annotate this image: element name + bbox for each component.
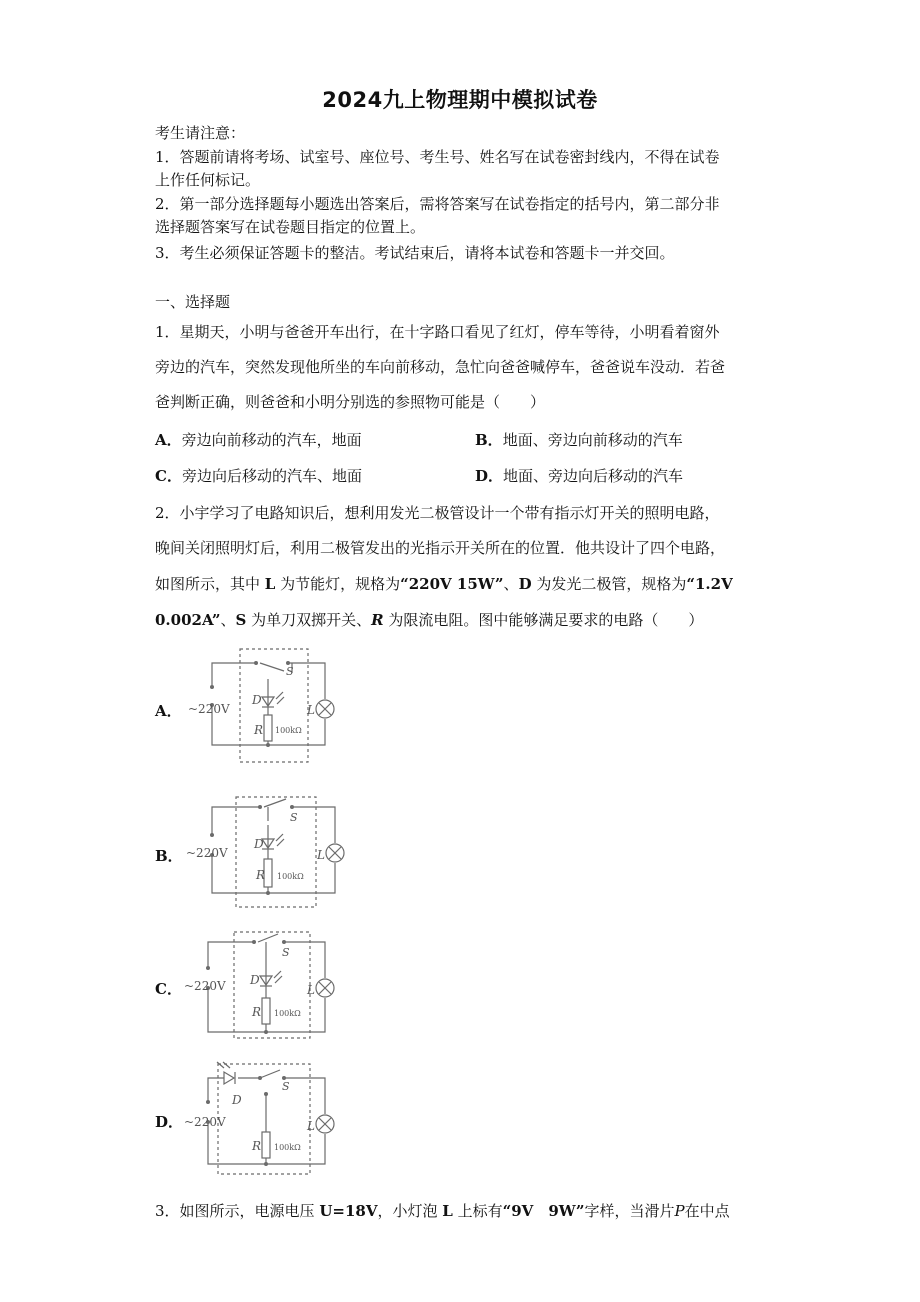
diode (224, 1072, 234, 1084)
lamp-label: L (317, 848, 325, 862)
circuit-b-label[interactable]: B． (155, 847, 183, 865)
option-c[interactable] (155, 465, 362, 486)
text-run: P (674, 1202, 685, 1220)
question-2-line: 晚间关闭照明灯后，利用二极管发出的光指示开关所在的位置．他共设计了四个电路， (155, 539, 726, 557)
dashed-box (234, 932, 310, 1038)
option-letter: D． (475, 467, 504, 485)
option-text: 旁边向前移动的汽车，地面 (181, 431, 362, 449)
option-letter: B． (475, 431, 503, 449)
text-run: S (235, 611, 247, 629)
text-run: 上标有 (452, 1202, 503, 1220)
light-arrow (275, 976, 282, 983)
text-run: 在中点 (684, 1202, 730, 1220)
switch-label: S (290, 811, 298, 824)
resistor-label: R (252, 1139, 262, 1153)
text-run: R (371, 611, 384, 629)
circuit-diagram-a (180, 645, 350, 770)
light-arrow (274, 971, 281, 978)
resistor-label: R (252, 1005, 262, 1019)
wire (292, 807, 335, 843)
question-1-line: 1．星期天，小明与爸爸开车出行，在十字路口看见了红灯，停车等待，小明看着窗外 (155, 323, 720, 341)
source-label: ~220V (184, 979, 226, 993)
circuit-a-label[interactable]: A． (155, 702, 182, 720)
diode-label: D (254, 837, 264, 851)
notice-line: 2．第一部分选择题每小题选出答案后，需将答案写在试卷指定的括号内，第二部分非 (155, 195, 720, 213)
resistor-label: R (254, 723, 264, 737)
circuit-diagram-d (180, 1060, 345, 1180)
wire (208, 942, 254, 968)
source-label: ~220V (184, 1115, 226, 1129)
question-3-line (155, 1200, 730, 1221)
wire (212, 663, 256, 685)
circuit-diagram-c (180, 928, 345, 1043)
resistor (264, 859, 272, 887)
text-run: “220V 15W” (400, 575, 504, 593)
text-run: 为节能灯，规格为 (275, 575, 401, 593)
text-run: 3．如图所示，电源电压 (155, 1202, 320, 1220)
question-2-line (155, 609, 703, 630)
text-run: U=18V (319, 1202, 378, 1220)
resistor (262, 998, 270, 1024)
text-run: ，小灯泡 (377, 1202, 443, 1220)
text-run: 为单刀双掷开关、 (246, 611, 372, 629)
question-1-line: 爸判断正确，则爸爸和小明分别选的参照物可能是（ ） (155, 393, 546, 411)
lamp-label: L (307, 1119, 315, 1133)
diode-label: D (232, 1093, 242, 1107)
option-text: 地面、旁边向前移动的汽车 (502, 431, 683, 449)
wire (284, 1078, 325, 1114)
switch-blade (260, 663, 284, 671)
question-2-line (155, 573, 733, 594)
section-heading: 一、选择题 (155, 293, 231, 311)
text-run: 字样，当滑片 (584, 1202, 675, 1220)
text-run: 为限流电阻。图中能够满足要求的电路（ ） (383, 611, 704, 629)
light-arrow (277, 697, 284, 704)
option-letter: A． (155, 431, 182, 449)
question-1-line: 旁边的汽车，突然发现他所坐的车向前移动，急忙向爸爸喊停车，爸爸说车没动．若爸 (155, 358, 726, 376)
light-arrow (223, 1062, 230, 1068)
notice-line: 上作任何标记。 (155, 171, 261, 189)
wire (288, 663, 325, 699)
wire (284, 942, 325, 978)
light-arrow (277, 839, 284, 846)
lamp-label: L (307, 703, 315, 717)
circuit-diagram-b (180, 793, 355, 913)
text-run: 为发光二极管，规格为 (531, 575, 687, 593)
lamp-label: L (307, 983, 315, 997)
notice-line: 1．答题前请将考场、试室号、座位号、考生号、姓名写在试卷密封线内，不得在试卷 (155, 148, 720, 166)
text-run: 0.002A” (155, 611, 221, 629)
resistor-value: 100kΩ (275, 726, 302, 735)
resistor (262, 1132, 270, 1158)
notice-line: 3．考生必须保证答题卡的整洁。考试结束后，请将本试卷和答题卡一并交回。 (155, 244, 675, 262)
option-text: 旁边向后移动的汽车、地面 (181, 467, 362, 485)
dashed-box (236, 797, 316, 907)
option-a[interactable] (155, 429, 362, 450)
resistor-value: 100kΩ (274, 1143, 301, 1152)
switch-blade (258, 934, 278, 942)
resistor-value: 100kΩ (274, 1009, 301, 1018)
option-letter: C． (155, 467, 182, 485)
circuit-d-label[interactable]: D． (155, 1113, 184, 1131)
text-run: “1.2V (686, 575, 733, 593)
diode-label: D (250, 973, 260, 987)
switch-label: S (286, 665, 294, 678)
notice-line: 选择题答案写在试卷题目指定的位置上。 (155, 218, 426, 236)
switch-label: S (282, 1080, 290, 1093)
option-text: 地面、旁边向后移动的汽车 (503, 467, 684, 485)
text-run: L (264, 575, 276, 593)
switch-blade (260, 1070, 280, 1078)
notice-heading: 考生请注意： (155, 124, 246, 142)
page-title: 2024九上物理期中模拟试卷 (322, 88, 598, 112)
light-arrow (276, 834, 283, 841)
circuit-c-label[interactable]: C． (155, 980, 182, 998)
switch-blade (264, 799, 286, 807)
resistor-value: 100kΩ (277, 872, 304, 881)
resistor (264, 715, 272, 741)
diode-label: D (252, 693, 262, 707)
text-run: “9V 9W” (502, 1202, 585, 1220)
text-run: 如图所示，其中 (155, 575, 265, 593)
source-label: ~220V (186, 846, 228, 860)
wire (208, 1078, 224, 1102)
text-run: D (518, 575, 532, 593)
option-d[interactable] (475, 465, 683, 486)
switch-label: S (282, 946, 290, 959)
source-label: ~220V (188, 702, 230, 716)
resistor-label: R (256, 868, 266, 882)
question-2-line: 2．小宇学习了电路知识后，想利用发光二极管设计一个带有指示灯开关的照明电路， (155, 504, 720, 522)
text-run: 、 (220, 611, 236, 629)
light-arrow (276, 692, 283, 699)
text-run: L (442, 1202, 453, 1220)
text-run: 、 (503, 575, 519, 593)
option-b[interactable] (475, 429, 683, 450)
